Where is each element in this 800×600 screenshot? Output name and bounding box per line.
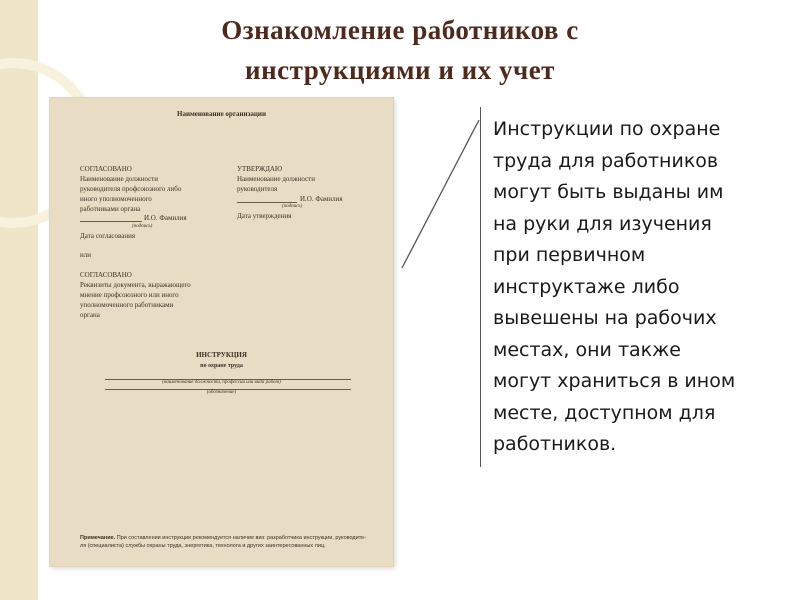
body-line: Инструкции по охране xyxy=(493,118,721,140)
body-line: месте, доступном для xyxy=(493,401,716,424)
instruction-title: ИНСТРУКЦИЯ xyxy=(196,351,247,359)
right-line: Наименование должности xyxy=(237,175,315,183)
body-line: инструктаже либо xyxy=(493,275,680,298)
field-caption-2: (обозначение) xyxy=(206,390,237,395)
signature-line xyxy=(237,202,297,203)
org-name: Наименование организации xyxy=(177,110,266,118)
left-signature-caption: (подпись) xyxy=(132,224,153,229)
left-signature-name: И.О. Фамилия xyxy=(144,214,187,222)
note-line-2: ля (специалиста) службы охраны труда, энергетика, технолога и других заинтересованных лиц. xyxy=(80,543,326,549)
body-line: на руки для изучения xyxy=(493,212,712,235)
note-label: Примечание. xyxy=(80,535,116,541)
left-line: Наименование должности xyxy=(80,175,158,183)
instruction-document-image xyxy=(50,98,393,566)
body-line: при первичном xyxy=(493,244,646,266)
left-line: иного уполномоченного xyxy=(80,195,152,203)
left2-heading: СОГЛАСОВАНО xyxy=(80,271,132,279)
title-line-1: Ознакомление работников с xyxy=(221,15,579,45)
right-signature-name: И.О. Фамилия xyxy=(300,195,343,203)
slide-title xyxy=(120,10,680,90)
body-line: могут храниться в ином xyxy=(493,370,736,392)
or-label: или xyxy=(80,251,91,259)
right-approval-block xyxy=(237,164,315,194)
left-approval-block-2 xyxy=(80,270,191,320)
signature-line xyxy=(80,221,142,222)
body-line: вывешены на рабочих xyxy=(493,307,717,329)
left-heading: СОГЛАСОВАНО xyxy=(80,165,132,173)
divider-line xyxy=(480,107,481,467)
right-date-label: Дата утверждения xyxy=(237,212,292,220)
left-date-label: Дата согласования xyxy=(80,232,136,240)
right-heading: УТВЕРЖДАЮ xyxy=(237,165,283,173)
left2-line: уполномоченного работниками xyxy=(80,301,174,309)
left-line: работниками органа xyxy=(80,205,141,213)
title-line-2: инструкциями и их учет xyxy=(245,55,555,85)
note-text-1: При составлении инструкции рекомендуется наличие виз: разработчика инструкции, руководите- xyxy=(115,535,367,541)
field-caption-1: (наименование должности, профессии или вида работ) xyxy=(162,380,281,385)
left2-line: Реквизиты документа, выражающего xyxy=(80,281,191,289)
left-line: руководителя профсоюзного либо xyxy=(80,185,182,193)
instruction-subtitle: по охране труда xyxy=(200,363,243,369)
left2-line: мнение профсоюзного или иного xyxy=(80,291,179,299)
left2-line: органа xyxy=(80,311,100,319)
connector-line xyxy=(400,118,480,270)
body-line: труда для работников xyxy=(493,149,719,172)
slide-body-text xyxy=(493,114,783,461)
note-line-1 xyxy=(80,534,366,542)
body-line: местах, они также xyxy=(493,338,681,361)
body-line: работников. xyxy=(493,433,617,455)
right-signature-caption: (подпись) xyxy=(282,204,303,209)
left-approval-block xyxy=(80,164,181,214)
right-line: руководителя xyxy=(237,185,278,193)
body-line: могут быть выданы им xyxy=(493,181,724,203)
